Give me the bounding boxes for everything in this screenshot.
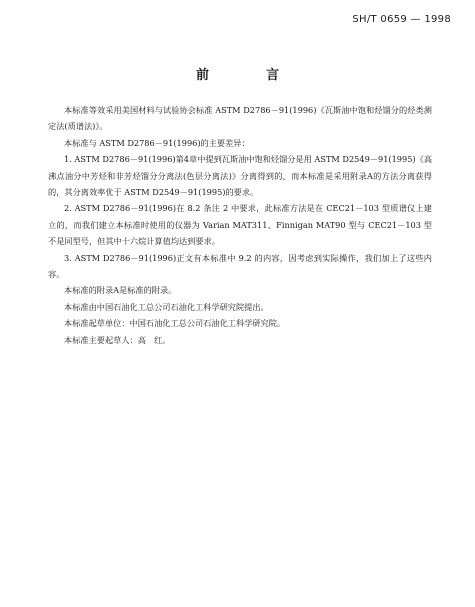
- paragraph-differences-intro: 本标准与 ASTM D2786－91(1996)的主要差异：: [64, 137, 250, 148]
- paragraph-drafting-unit: 本标准起草单位：中国石油化工总公司石油化工科学研究院。: [64, 318, 286, 329]
- paragraph-difference-3: 3. ASTM D2786－91(1996)正文有本标准中 9.2 的内容，因考虑到实际操作，我们加上了这些内容。: [48, 252, 432, 280]
- paragraph-difference-2: 2. ASTM D2786－91(1996)在 8.2 条注 2 中要求，此标准方法是在 CEC21－103 型质谱仪上建立的，而我们建立本标准时使用的仪器为 Varian MAT311、Finnigan MAT90 型与 CEC21－103 型不是同型号，但其中十六烷计算值均达到要求。: [48, 203, 432, 247]
- paragraph-equivalence: 本标准等效采用美国材料与试验协会标准 ASTM D2786－91(1996)《瓦斯油中饱和烃馏分的烃类测定法(质谱法)》。: [48, 105, 432, 132]
- paragraph-appendix: 本标准的附录A是标准的附录。: [64, 285, 177, 296]
- page-title: 前 言: [195, 68, 301, 83]
- paragraph-proposer: 本标准由中国石油化工总公司石油化工科学研究院提出。: [64, 301, 269, 312]
- foreword-body: [48, 102, 432, 348]
- paragraph-drafter: 本标准主要起草人：高 红。: [64, 334, 171, 345]
- standard-code: SH/T 0659 — 1998: [352, 14, 451, 25]
- paragraph-difference-1: 1. ASTM D2786－91(1996)第4章中提到瓦斯油中饱和烃馏分是用 ASTM D2549－91(1995)《高沸点油分中芳烃和非芳烃馏分分离法(色层分离法)》分离得到的，而本标准是采用附录A的方法分离获得的，其分离效率优于 ASTM D2549－91(1995)的要求。: [48, 154, 433, 198]
